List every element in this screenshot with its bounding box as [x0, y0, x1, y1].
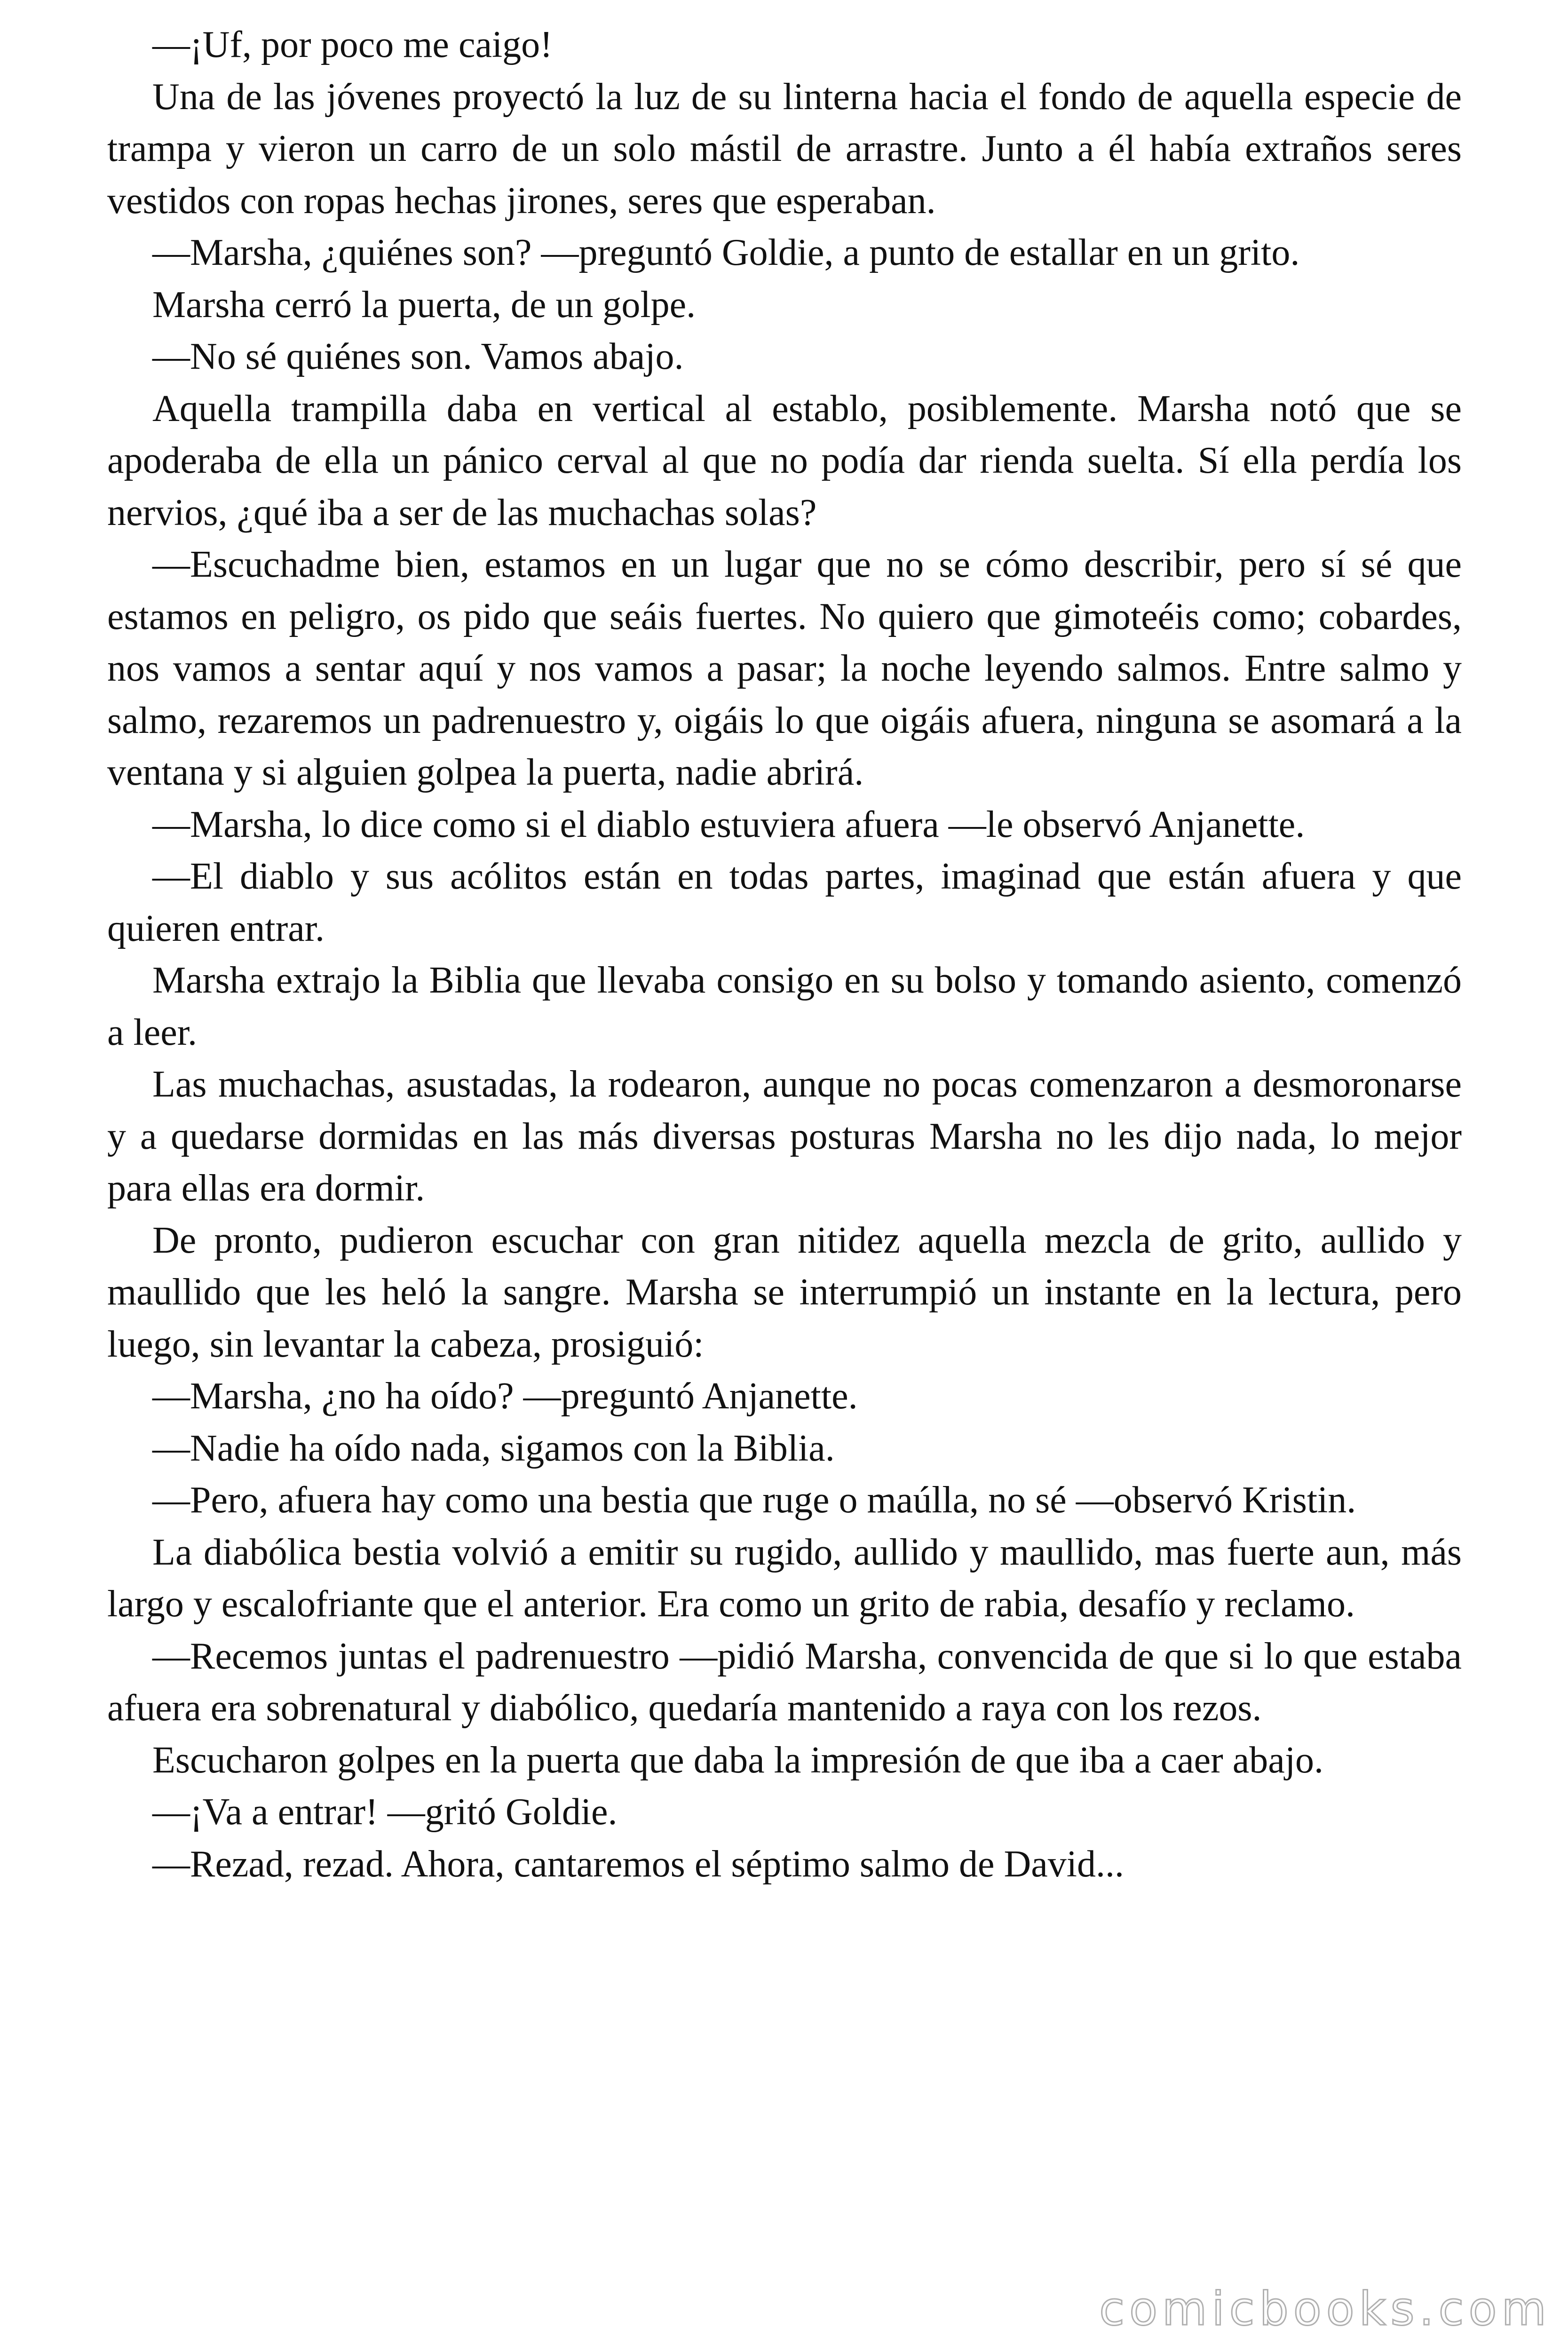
paragraph: Marsha cerró la puerta, de un golpe. [152, 284, 696, 326]
paragraph: Una de las jóvenes proyectó la luz de su linterna hacia el fondo de aquella especie de trampa y vieron un carro de un solo mástil de arrastre. Junto a él había extraños seres vestidos con ropas hechas jirones, seres que esperaban. [107, 76, 1462, 222]
paragraph: —¡Va a entrar! —gritó Goldie. [152, 1791, 618, 1833]
paragraph: Aquella trampilla daba en vertical al establo, posiblemente. Marsha notó que se apoderaba de ella un pánico cerval al que no podía dar rienda suelta. Sí ella perdía los nervios, ¿qué iba a ser de las muchachas solas? [107, 388, 1462, 533]
paragraph: Escucharon golpes en la puerta que daba la impresión de que iba a caer abajo. [152, 1739, 1324, 1781]
paragraph: —Marsha, ¿quiénes son? —preguntó Goldie, a punto de estallar en un grito. [152, 232, 1300, 273]
paragraph: —Marsha, lo dice como si el diablo estuviera afuera —le observó Anjanette. [152, 803, 1305, 845]
watermark: comicbooks.com [1099, 2282, 1551, 2336]
paragraph: —Nadie ha oído nada, sigamos con la Biblia. [152, 1427, 835, 1469]
paragraph: Marsha extrajo la Biblia que llevaba consigo en su bolso y tomando asiento, comenzó a leer. [107, 960, 1462, 1053]
paragraph: La diabólica bestia volvió a emitir su rugido, aullido y maullido, mas fuerte aun, más largo y escalofriante que el anterior. Era como un grito de rabia, desafío y reclamo. [107, 1531, 1462, 1625]
paragraph: —Pero, afuera hay como una bestia que ruge o maúlla, no sé —observó Kristin. [152, 1479, 1356, 1521]
paragraph: —¡Uf, por poco me caigo! [152, 24, 553, 65]
paragraph: —Escuchadme bien, estamos en un lugar que no se cómo describir, pero sí sé que estamos en peligro, os pido que seáis fuertes. No quiero que gimoteéis como; cobardes, nos vamos a sentar aquí y nos vamos a pasar; la noche leyendo salmos. Entre salmo y salmo, rezaremos un padrenuestro y, oigáis lo que oigáis afuera, ninguna se asomará a la ventana y si alguien golpea la puerta, nadie abrirá. [107, 544, 1462, 793]
paragraph: Las muchachas, asustadas, la rodearon, aunque no pocas comenzaron a desmoronarse y a quedarse dormidas en las más diversas posturas Marsha no les dijo nada, lo mejor para ellas era dormir. [107, 1064, 1462, 1209]
paragraph: —No sé quiénes son. Vamos abajo. [152, 336, 684, 377]
paragraph: —Rezad, rezad. Ahora, cantaremos el séptimo salmo de David... [152, 1843, 1124, 1885]
body-text [107, 19, 1462, 1890]
paragraph: —El diablo y sus acólitos están en todas partes, imaginad que están afuera y que quieren entrar. [107, 856, 1462, 949]
paragraph: De pronto, pudieron escuchar con gran nitidez aquella mezcla de grito, aullido y maullido que les heló la sangre. Marsha se interrumpió un instante en la lectura, pero luego, sin levantar la cabeza, prosiguió: [107, 1219, 1462, 1365]
paragraph: —Recemos juntas el padrenuestro —pidió Marsha, convencida de que si lo que estaba afuera era sobrenatural y diabólico, quedaría mantenido a raya con los rezos. [107, 1635, 1462, 1729]
paragraph: —Marsha, ¿no ha oído? —preguntó Anjanette. [152, 1375, 858, 1417]
